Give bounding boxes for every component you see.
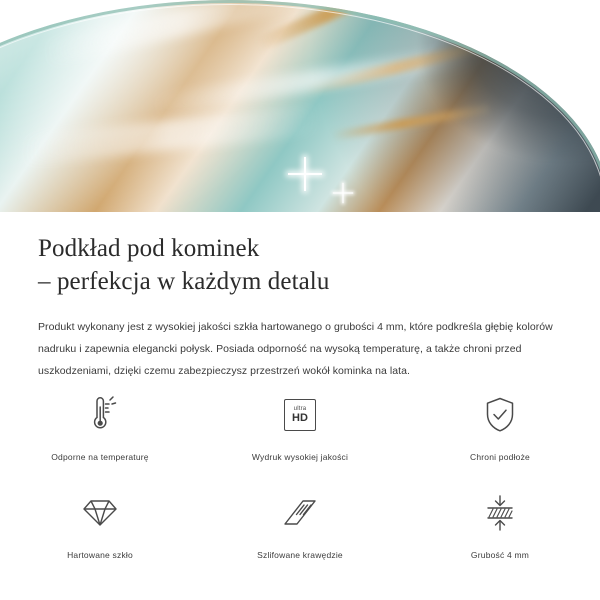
feature-row-2 xyxy=(0,490,600,560)
feature-item-temperature xyxy=(0,392,200,462)
dark-marble-corner xyxy=(420,0,600,160)
hero-product-image xyxy=(0,0,600,212)
feature-label: Szlifowane krawędzie xyxy=(257,550,343,560)
text-content xyxy=(0,212,600,382)
diamond-icon xyxy=(82,490,118,536)
feature-item-polished-edges xyxy=(200,490,400,560)
polished-edge-icon xyxy=(281,490,319,536)
feature-label: Wydruk wysokiej jakości xyxy=(251,452,349,462)
feature-item-print-quality xyxy=(200,392,400,462)
page-title xyxy=(38,232,600,298)
description-paragraph: Produkt wykonany jest z wysokiej jakości szkła hartowanego o grubości 4 mm, które podkreśla głębię kolorów nadruku i zapewnia elegancki połysk. Posiada odporność na wysoką temperaturę, a także chroni przed uszkodzeniami, dzięki czemu zabezpieczysz przestrzeń wokół kominka na lata. xyxy=(38,321,553,377)
feature-list xyxy=(0,392,600,560)
headline-line-2: – perfekcja w każdym detalu xyxy=(38,268,330,295)
thermometer-icon xyxy=(83,392,117,438)
feature-item-thickness xyxy=(400,490,600,560)
feature-item-tempered-glass xyxy=(0,490,200,560)
ultra-hd-badge-top: ultra xyxy=(293,406,307,412)
headline-line-1: Podkład pod kominek xyxy=(38,235,260,262)
shield-check-icon xyxy=(483,392,517,438)
ultra-hd-icon xyxy=(284,392,316,438)
feature-label: Chroni podłoże xyxy=(470,452,530,462)
feature-row-1 xyxy=(0,392,600,462)
ultra-hd-badge-bottom: HD xyxy=(292,412,308,424)
feature-label: Grubość 4 mm xyxy=(470,550,530,560)
feature-label: Odporne na temperaturę xyxy=(51,452,149,462)
feature-label: Hartowane szkło xyxy=(67,550,133,560)
feature-item-surface-protection xyxy=(400,392,600,462)
thickness-icon xyxy=(482,490,518,536)
